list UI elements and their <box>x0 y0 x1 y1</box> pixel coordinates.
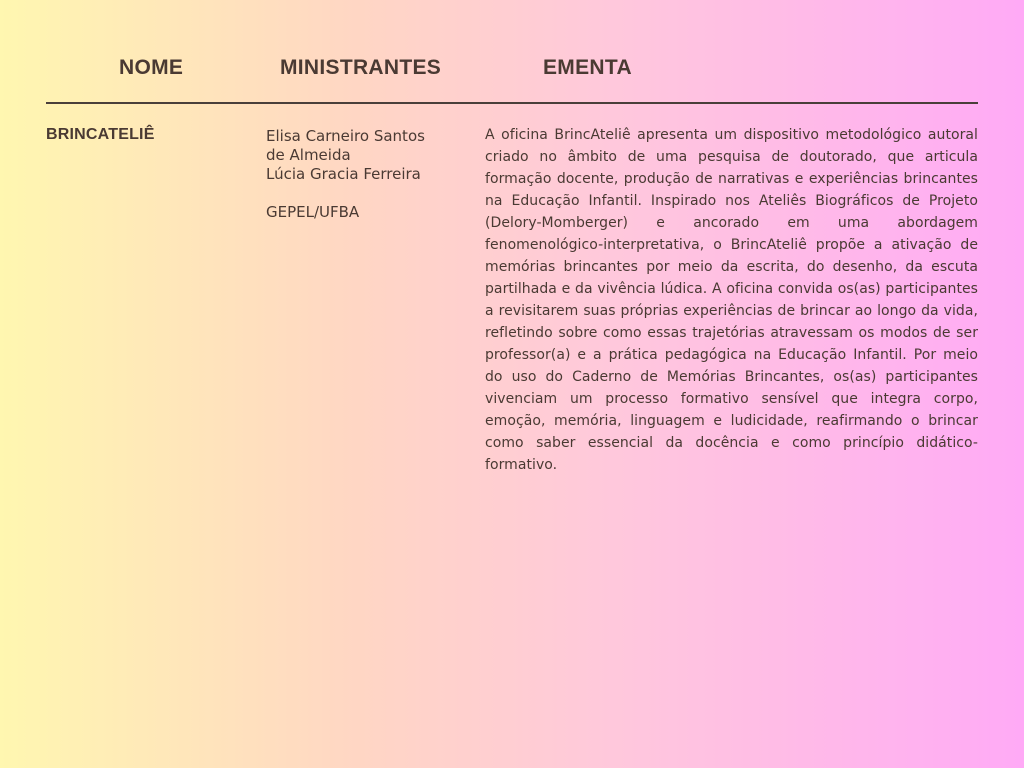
oficina-name: BRINCATELIÊ <box>46 126 155 143</box>
ementa-text: A oficina BrincAteliê apresenta um dispositivo metodológico autoral criado no âmbito de uma pesquisa de doutorado, que articula formação docente, produção de narrativas e experiências brincantes na Educação Infantil. Inspirado nos Ateliês Biográficos de Projeto (Delory-Momberger) e ancorado em uma abordagem fenomenológico-interpretativa, o BrincAteliê propõe a ativação de memórias brincantes por meio da escrita, do desenho, da escuta partilhada e da vivência lúdica. A oficina convida os(as) participantes a revisitarem suas próprias experiências de brincar ao longo da vida, refletindo sobre como essas trajetórias atravessam os modos de ser professor(a) e a prática pedagógica na Educação Infantil. Por meio do uso do Caderno de Memórias Brincantes, os(as) participantes vivenciam um processo formativo sensível que integra corpo, emoção, memória, linguagem e ludicidade, reafirmando o brincar como saber essencial da docência e como princípio didático-formativo. <box>485 127 978 473</box>
ministrante-line: de Almeida <box>266 146 351 164</box>
column-header-ministrantes: MINISTRANTES <box>280 56 442 79</box>
instituicao: GEPEL/UFBA <box>266 203 360 221</box>
table-header <box>0 56 1024 86</box>
ministrante-line: Lúcia Gracia Ferreira <box>266 165 421 183</box>
column-header-nome: NOME <box>119 56 184 79</box>
column-header-ementa: EMENTA <box>543 56 632 79</box>
ministrante-line: Elisa Carneiro Santos <box>266 127 425 145</box>
ministrantes-cell <box>266 127 456 222</box>
header-divider <box>46 102 978 104</box>
